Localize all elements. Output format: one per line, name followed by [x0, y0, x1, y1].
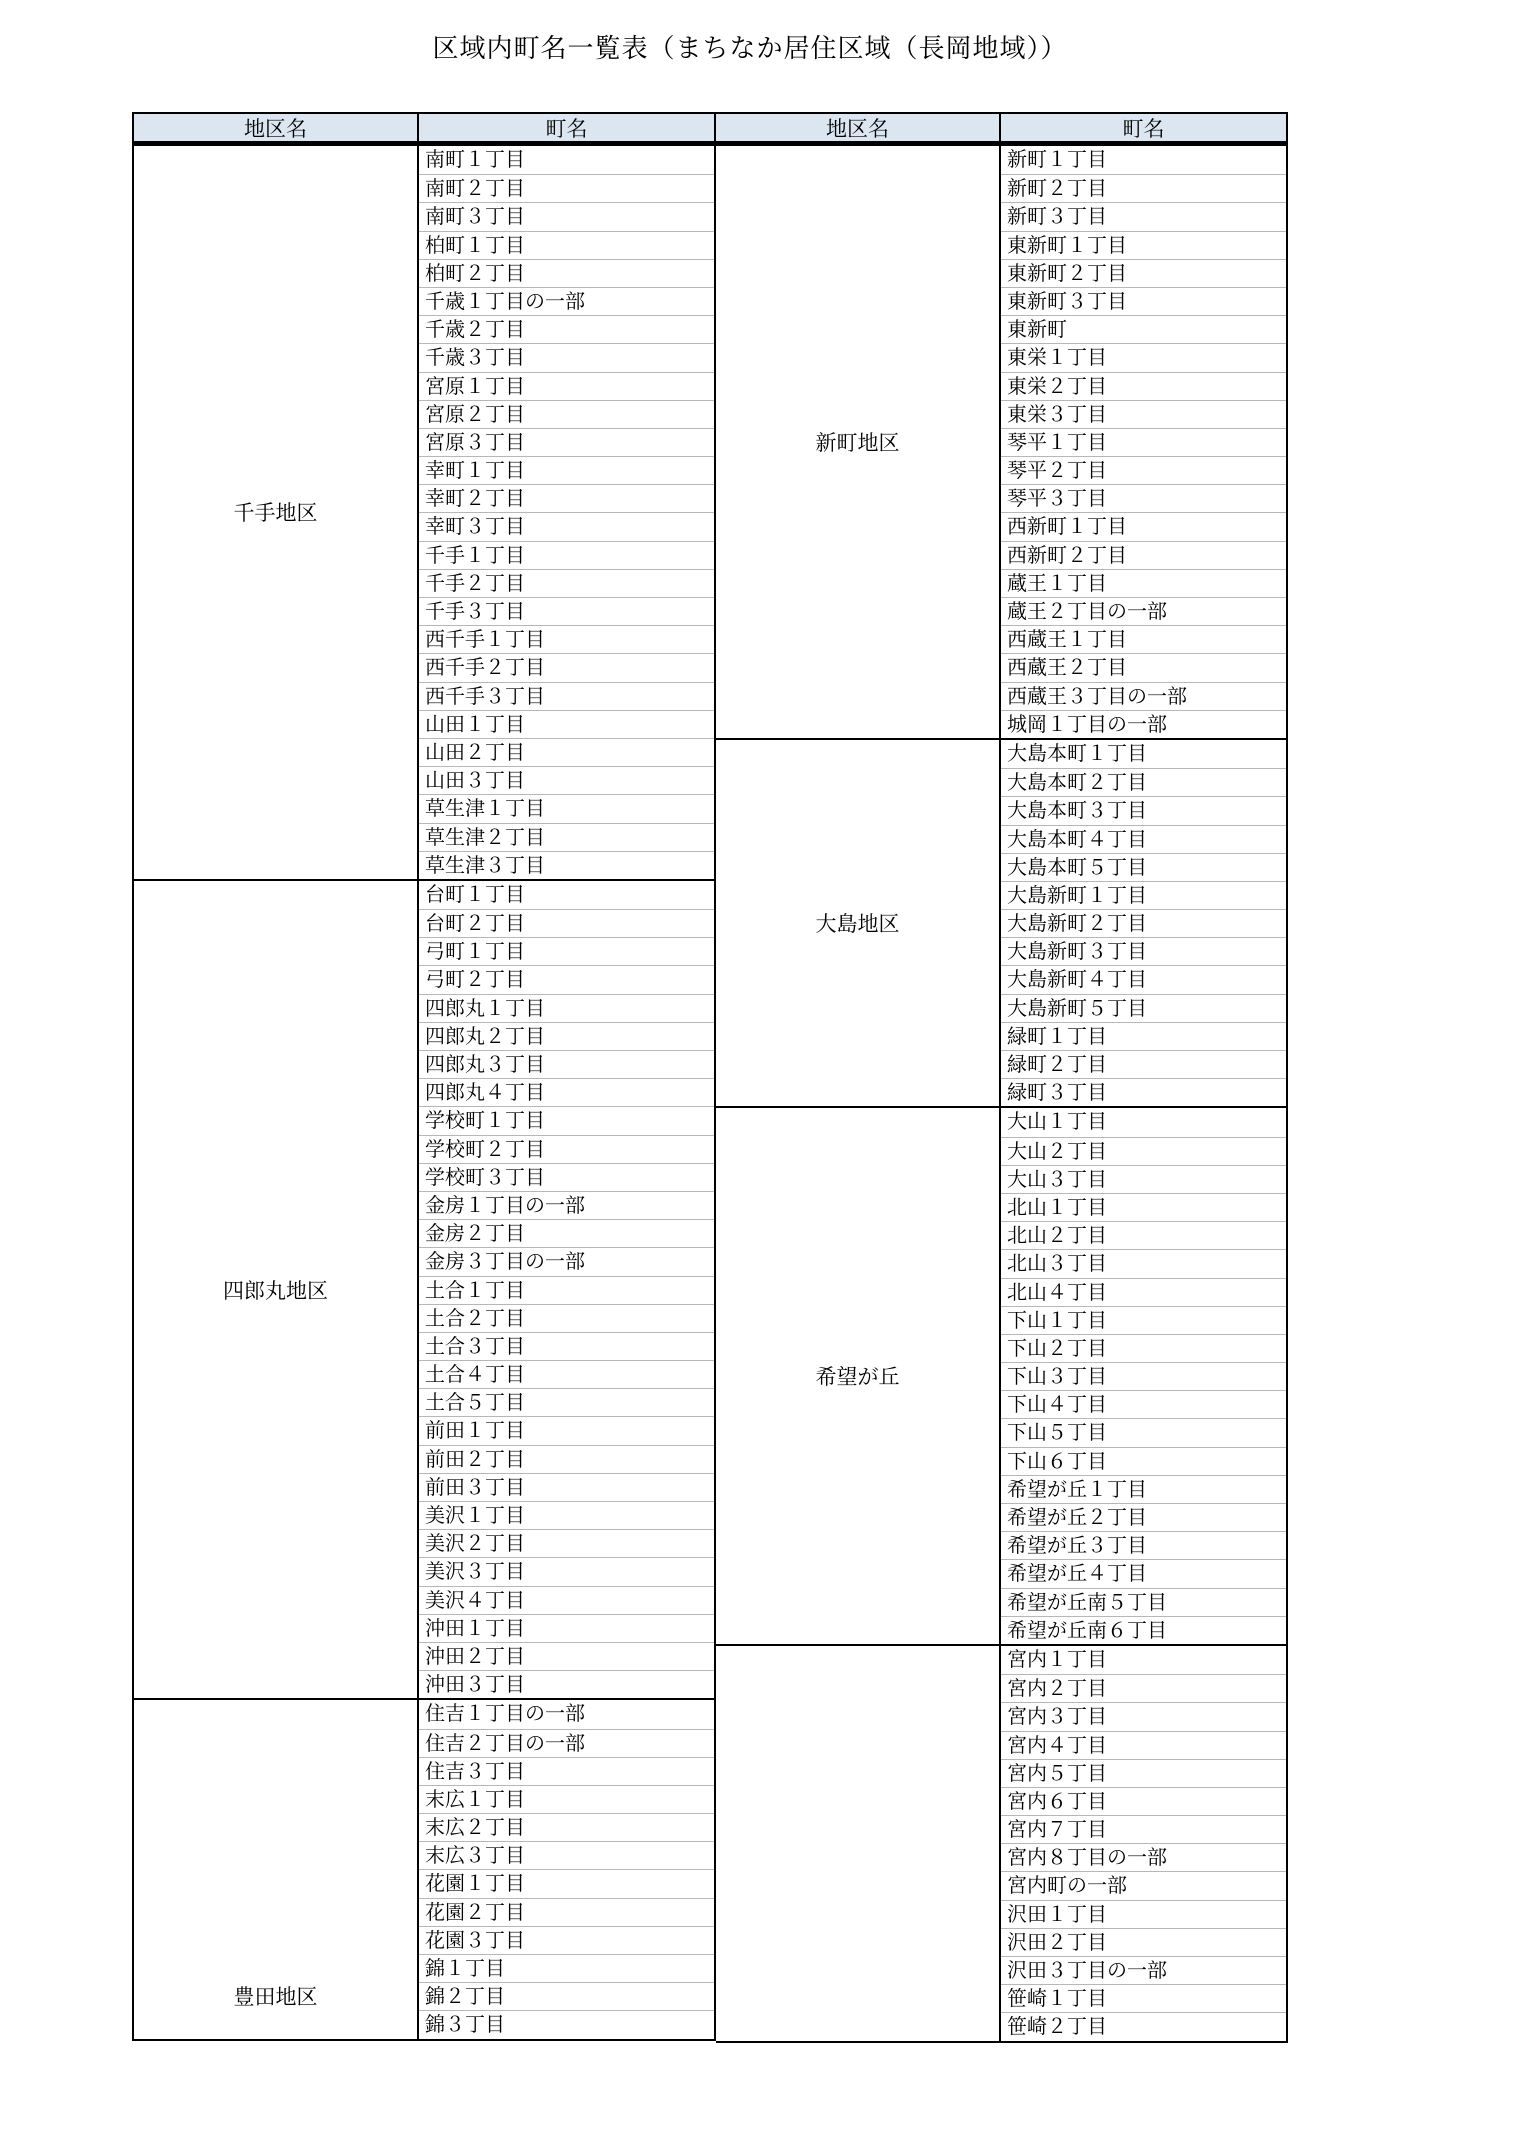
district-section	[134, 1698, 714, 2038]
town-cell: 北山１丁目	[1001, 1193, 1286, 1221]
district-name-label: 大島地区	[815, 913, 900, 937]
town-cell: 城岡１丁目の一部	[1001, 710, 1286, 738]
town-cell: 希望が丘１丁目	[1001, 1475, 1286, 1503]
town-cell: 美沢１丁目	[419, 1501, 714, 1529]
town-cell: 四郎丸１丁目	[419, 994, 714, 1022]
town-cell: 住吉１丁目の一部	[425, 1703, 585, 1726]
town-list	[1001, 146, 1286, 738]
district-name-label: 四郎丸地区	[223, 1279, 328, 1303]
town-cell: 美沢４丁目	[419, 1586, 714, 1614]
district-name-label: 新町地区	[815, 431, 900, 455]
town-cell: 宮原３丁目	[419, 428, 714, 456]
town-cell: 学校町１丁目	[419, 1106, 714, 1134]
town-cell: 宮内４丁目	[1001, 1731, 1286, 1759]
tables-container	[132, 112, 1288, 2043]
column-header-district: 地区名	[716, 114, 1001, 141]
header-row	[134, 114, 714, 144]
district-name-cell	[716, 1646, 1001, 2041]
town-cell: 大島本町１丁目	[1007, 742, 1147, 765]
town-cell: 草生津３丁目	[419, 851, 714, 879]
town-cell: 希望が丘２丁目	[1001, 1503, 1286, 1531]
column-header-town: 町名	[545, 117, 588, 141]
town-cell: 希望が丘南５丁目	[1001, 1588, 1286, 1616]
town-cell: 住吉２丁目の一部	[419, 1729, 714, 1757]
town-cell: 大島新町５丁目	[1001, 994, 1286, 1022]
town-cell: 幸町１丁目	[419, 456, 714, 484]
town-cell: 大島新町１丁目	[1001, 881, 1286, 909]
town-cell: 前田２丁目	[419, 1445, 714, 1473]
town-cell: 末広３丁目	[419, 1841, 714, 1869]
town-cell: 土合３丁目	[419, 1332, 714, 1360]
town-cell: 柏町１丁目	[419, 231, 714, 259]
town-cell: 琴平３丁目	[1001, 484, 1286, 512]
town-cell: 琴平１丁目	[1001, 428, 1286, 456]
town-cell: 台町１丁目	[425, 883, 525, 906]
town-cell: 東栄１丁目	[1001, 343, 1286, 371]
district-town-table	[716, 112, 1288, 2043]
town-cell: 西千手３丁目	[419, 682, 714, 710]
town-cell: 南町１丁目	[425, 149, 525, 171]
town-cell: 緑町３丁目	[1001, 1078, 1286, 1106]
town-cell: 草生津１丁目	[419, 794, 714, 822]
town-list	[1001, 1108, 1286, 1644]
town-cell: 希望が丘４丁目	[1001, 1559, 1286, 1587]
town-cell: 柏町２丁目	[419, 259, 714, 287]
town-cell: 新町３丁目	[1001, 202, 1286, 230]
town-cell: 幸町２丁目	[419, 484, 714, 512]
town-cell: 学校町２丁目	[419, 1135, 714, 1163]
town-cell: 北山４丁目	[1001, 1278, 1286, 1306]
town-cell: 西新町２丁目	[1001, 541, 1286, 569]
town-cell: 美沢２丁目	[419, 1529, 714, 1557]
town-cell: 沢田２丁目	[1001, 1928, 1286, 1956]
district-town-table	[132, 112, 716, 2041]
town-cell: 台町２丁目	[419, 909, 714, 937]
town-cell: 蔵王１丁目	[1001, 569, 1286, 597]
column-header-district: 地区名	[134, 114, 419, 141]
town-cell: 沖田１丁目	[419, 1614, 714, 1642]
district-name-cell	[134, 146, 419, 879]
town-cell: 千歳１丁目の一部	[419, 287, 714, 315]
district-name-label: 豊田地区	[233, 1986, 318, 2010]
town-cell: 蔵王２丁目の一部	[1001, 597, 1286, 625]
town-cell: 学校町３丁目	[419, 1163, 714, 1191]
town-cell: 北山３丁目	[1001, 1249, 1286, 1277]
town-cell: 宮内１丁目	[1007, 1648, 1107, 1671]
town-cell: 四郎丸４丁目	[419, 1078, 714, 1106]
town-cell: 希望が丘３丁目	[1001, 1531, 1286, 1559]
town-cell: 大島新町４丁目	[1001, 965, 1286, 993]
town-cell: 沢田１丁目	[1001, 1900, 1286, 1928]
town-cell: 東新町	[1001, 315, 1286, 343]
town-cell: 宮内町の一部	[1001, 1871, 1286, 1899]
town-cell: 大島本町５丁目	[1001, 853, 1286, 881]
town-cell: 錦３丁目	[419, 2010, 714, 2038]
town-cell: 西蔵王２丁目	[1001, 653, 1286, 681]
town-cell: 新町１丁目	[1007, 149, 1107, 171]
district-name-cell	[716, 740, 1001, 1106]
town-cell: 東栄３丁目	[1001, 400, 1286, 428]
town-cell: 土合５丁目	[419, 1388, 714, 1416]
town-cell: 大山３丁目	[1001, 1165, 1286, 1193]
town-cell: 山田１丁目	[419, 710, 714, 738]
town-cell: 山田２丁目	[419, 738, 714, 766]
town-cell: 四郎丸３丁目	[419, 1050, 714, 1078]
town-cell: 沖田３丁目	[419, 1670, 714, 1698]
town-cell: 千手３丁目	[419, 597, 714, 625]
town-cell: 住吉３丁目	[419, 1757, 714, 1785]
town-list	[419, 146, 714, 879]
district-section	[716, 1644, 1286, 2041]
town-cell: 前田３丁目	[419, 1473, 714, 1501]
district-section	[716, 738, 1286, 1106]
town-cell: 四郎丸２丁目	[419, 1022, 714, 1050]
town-cell: 笹崎２丁目	[1001, 2012, 1286, 2040]
town-cell: 宮内５丁目	[1001, 1759, 1286, 1787]
district-name-label: 希望が丘	[815, 1366, 900, 1390]
district-section	[716, 1106, 1286, 1644]
town-cell: 千手２丁目	[419, 569, 714, 597]
header-row	[716, 114, 1286, 144]
district-section	[134, 879, 714, 1698]
town-cell: 金房２丁目	[419, 1219, 714, 1247]
town-cell: 大山１丁目	[1007, 1111, 1107, 1134]
town-cell: 南町２丁目	[419, 174, 714, 202]
district-section	[134, 144, 714, 879]
town-cell: 大島新町３丁目	[1001, 937, 1286, 965]
town-cell: 新町２丁目	[1001, 174, 1286, 202]
town-cell: 末広２丁目	[419, 1813, 714, 1841]
town-cell: 千歳３丁目	[419, 343, 714, 371]
town-cell: 下山６丁目	[1001, 1447, 1286, 1475]
town-cell: 下山４丁目	[1001, 1390, 1286, 1418]
town-cell: 琴平２丁目	[1001, 456, 1286, 484]
district-name-cell	[716, 1108, 1001, 1644]
town-cell: 錦１丁目	[419, 1954, 714, 1982]
town-cell: 花園１丁目	[419, 1869, 714, 1897]
town-cell: 錦２丁目	[419, 1982, 714, 2010]
town-cell: 宮内８丁目の一部	[1001, 1843, 1286, 1871]
town-cell: 大山２丁目	[1001, 1137, 1286, 1165]
town-cell: 花園３丁目	[419, 1926, 714, 1954]
town-list	[1001, 740, 1286, 1106]
town-cell: 弓町１丁目	[419, 937, 714, 965]
town-cell: 宮内３丁目	[1001, 1702, 1286, 1730]
town-list	[419, 1700, 714, 2038]
district-name-cell	[134, 881, 419, 1698]
town-cell: 美沢３丁目	[419, 1557, 714, 1585]
town-cell: 南町３丁目	[419, 202, 714, 230]
town-cell: 西千手２丁目	[419, 653, 714, 681]
town-cell: 東新町１丁目	[1001, 231, 1286, 259]
town-cell: 金房１丁目の一部	[419, 1191, 714, 1219]
town-cell: 千手１丁目	[419, 541, 714, 569]
town-cell: 笹崎１丁目	[1001, 1984, 1286, 2012]
town-cell: 金房３丁目の一部	[419, 1247, 714, 1275]
town-list	[1001, 1646, 1286, 2041]
town-cell: 沖田２丁目	[419, 1642, 714, 1670]
town-cell: 幸町３丁目	[419, 512, 714, 540]
town-cell: 千歳２丁目	[419, 315, 714, 343]
column-header-town: 町名	[1122, 117, 1165, 141]
town-cell: 東栄２丁目	[1001, 372, 1286, 400]
town-cell: 緑町１丁目	[1001, 1022, 1286, 1050]
town-cell: 下山２丁目	[1001, 1334, 1286, 1362]
town-cell: 大島新町２丁目	[1001, 909, 1286, 937]
town-cell: 大島本町３丁目	[1001, 796, 1286, 824]
page-title: 区域内町名一覧表（まちなか居住区域（長岡地域））	[432, 33, 1068, 63]
town-list	[419, 881, 714, 1698]
town-cell: 大島本町４丁目	[1001, 825, 1286, 853]
town-cell: 緑町２丁目	[1001, 1050, 1286, 1078]
town-cell: 沢田３丁目の一部	[1001, 1956, 1286, 1984]
town-cell: 前田１丁目	[419, 1416, 714, 1444]
district-section	[716, 144, 1286, 738]
town-cell: 北山２丁目	[1001, 1221, 1286, 1249]
town-cell: 大島本町２丁目	[1001, 768, 1286, 796]
town-cell: 宮原２丁目	[419, 400, 714, 428]
town-cell: 草生津２丁目	[419, 823, 714, 851]
town-cell: 西蔵王１丁目	[1001, 625, 1286, 653]
town-cell: 花園２丁目	[419, 1898, 714, 1926]
district-name-cell	[134, 1700, 419, 2038]
town-cell: 土合４丁目	[419, 1360, 714, 1388]
town-cell: 西蔵王３丁目の一部	[1001, 682, 1286, 710]
district-name-label: 千手地区	[233, 502, 318, 526]
town-cell: 宮内６丁目	[1001, 1787, 1286, 1815]
town-cell: 西千手１丁目	[419, 625, 714, 653]
town-cell: 下山１丁目	[1001, 1306, 1286, 1334]
district-name-cell	[716, 146, 1001, 738]
town-cell: 希望が丘南６丁目	[1001, 1616, 1286, 1644]
town-cell: 弓町２丁目	[419, 965, 714, 993]
town-cell: 西新町１丁目	[1001, 512, 1286, 540]
town-cell: 下山３丁目	[1001, 1362, 1286, 1390]
town-cell: 宮内２丁目	[1001, 1674, 1286, 1702]
town-cell: 宮原１丁目	[419, 372, 714, 400]
town-cell: 土合１丁目	[419, 1276, 714, 1304]
town-cell: 東新町２丁目	[1001, 259, 1286, 287]
town-cell: 山田３丁目	[419, 766, 714, 794]
town-cell: 土合２丁目	[419, 1304, 714, 1332]
town-cell: 東新町３丁目	[1001, 287, 1286, 315]
town-cell: 下山５丁目	[1001, 1418, 1286, 1446]
town-cell: 宮内７丁目	[1001, 1815, 1286, 1843]
town-cell: 末広１丁目	[419, 1785, 714, 1813]
